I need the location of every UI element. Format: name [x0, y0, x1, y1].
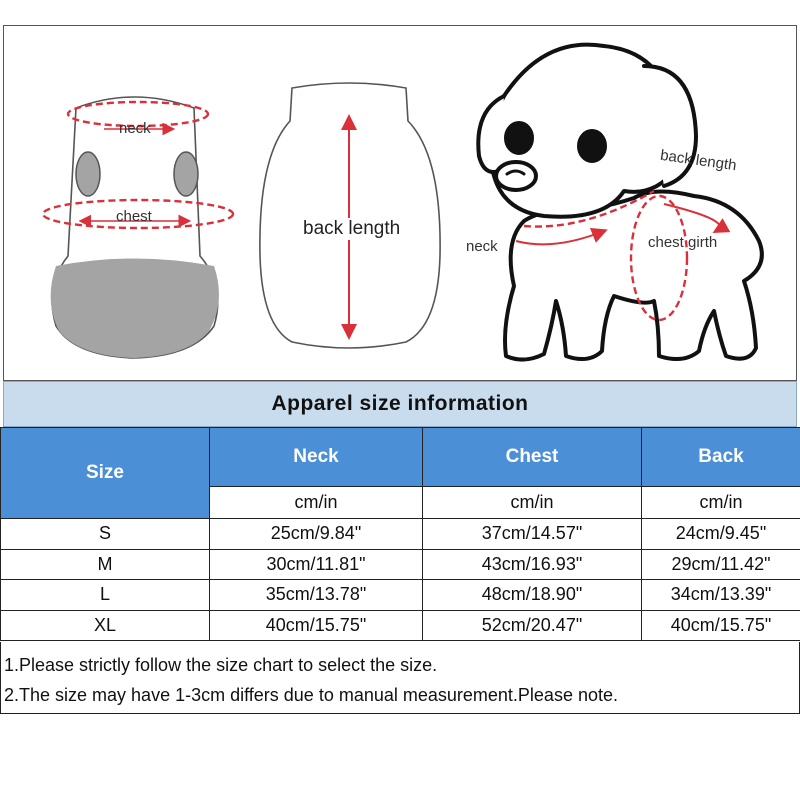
table-row [1, 610, 800, 641]
dog-neck-label: neck [466, 238, 498, 255]
neck-cell: 30cm/11.81" [210, 549, 423, 580]
chest-cell: 52cm/20.47" [423, 610, 642, 641]
chest-cell: 37cm/14.57" [423, 519, 642, 550]
vest-neck-label: neck [119, 120, 151, 137]
back-cell: 24cm/9.45" [642, 519, 800, 550]
chest-unit: cm/in [423, 487, 642, 519]
neck-cell: 25cm/9.84" [210, 519, 423, 550]
apparel-size-banner: Apparel size information [3, 381, 797, 427]
dog-back-length-label: back length [659, 146, 738, 175]
dog-chest-girth-label: chest girth [648, 234, 718, 251]
size-cell: XL [1, 610, 210, 641]
neck-unit: cm/in [210, 487, 423, 519]
size-cell: M [1, 549, 210, 580]
back-cell: 34cm/13.39" [642, 580, 800, 611]
table-row [1, 549, 800, 580]
size-table [0, 427, 800, 641]
back-cell: 40cm/15.75" [642, 610, 800, 641]
vest-back-icon [260, 83, 440, 348]
chest-cell: 43cm/16.93" [423, 549, 642, 580]
neck-header: Neck [210, 428, 423, 487]
note-line: 1.Please strictly follow the size chart to select the size. [4, 655, 438, 675]
back-cell: 29cm/11.42" [642, 549, 800, 580]
back-header: Back [642, 428, 800, 487]
table-row [1, 519, 800, 550]
size-notes [0, 642, 800, 714]
chest-header: Chest [423, 428, 642, 487]
size-cell: L [1, 580, 210, 611]
neck-cell: 40cm/15.75" [210, 610, 423, 641]
measurement-illustration [3, 25, 797, 381]
size-header: Size [1, 428, 210, 519]
vest-chest-label: chest [116, 208, 152, 225]
neck-cell: 35cm/13.78" [210, 580, 423, 611]
note-line: 2.The size may have 1-3cm differs due to manual measurement.Please note. [4, 685, 618, 705]
illustration-drawing [4, 26, 798, 382]
vest-back-length-label: back length [303, 218, 401, 239]
dog-icon [478, 45, 762, 360]
size-cell: S [1, 519, 210, 550]
table-row [1, 580, 800, 611]
chest-cell: 48cm/18.90" [423, 580, 642, 611]
back-unit: cm/in [642, 487, 800, 519]
